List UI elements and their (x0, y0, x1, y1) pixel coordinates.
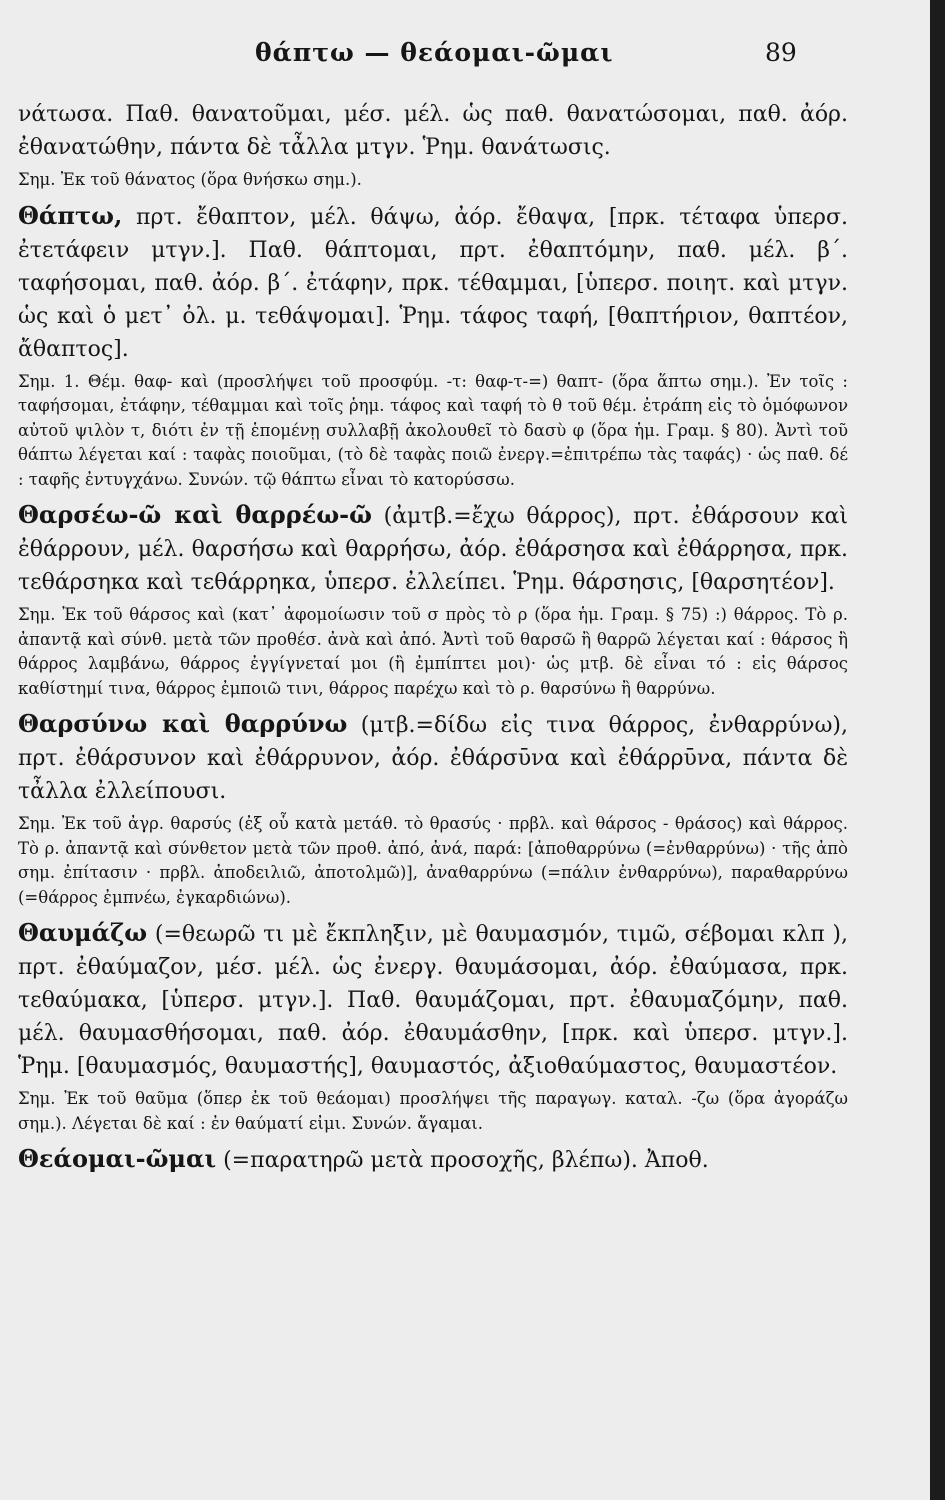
entry-headword: Θαρσύνω καὶ θαρρύνω (18, 709, 348, 738)
entry-headword: Θαρσέω-ῶ καὶ θαρρέω-ῶ (18, 500, 372, 529)
entry-note: Σημ. Ἐκ τοῦ θάνατος (ὅρα θνήσκω σημ.). (18, 170, 362, 189)
page-header (0, 38, 930, 78)
entry-text: (ἀμτβ.=ἔχω θάρρος), πρτ. ἐθάρσουν καὶ ἐθάρρουν, μέλ. θαρσήσω καὶ θαρρήσω, ἀόρ. ἐθάρσησα καὶ ἐθάρρησα, πρκ. τεθάρσηκα καὶ τεθάρρηκα, ὑπερσ. ἐλλείπει. Ῥημ. θάρσησις, [θαρσητέον]. (18, 504, 848, 595)
entry-note: Σημ. Ἐκ τοῦ θάρσος καὶ (κατ᾽ ἀφομοίωσιν τοῦ σ πρὸς τὸ ρ (ὅρα ἡμ. Γραμ. § 75) :) θάρρος. Τὸ ρ. ἀπαντᾷ καὶ σύνθ. μετὰ τῶν προθέσ. ἀνὰ καὶ ἀπό. Ἀντὶ τοῦ θαρσῶ ἢ θαρρῶ λέγεται καί : θάρσος ἢ θάρρος λαμβάνω, θάρρος ἐγγίγνεταί μοι (ἢ ἐμπίπτει μοι)· ὡς μτβ. δὲ εἶναι τό : εἰς θάρσος καθίστημί τινα, θάρρος ἐμποιῶ τινι, θάρρος παρέχω καὶ τὸ ρ. θαρσύνω ἢ θαρρύνω. (18, 605, 848, 698)
entry-thanatoo-continued (18, 98, 848, 193)
entry-body (18, 98, 848, 164)
entry-text: πρτ. ἔθαπτον, μέλ. θάψω, ἀόρ. ἔθαψα, [πρκ. τέταφα ὑπερσ. ἐτετάφειν μτγν.]. Παθ. θάπτομαι, πρτ. ἐθαπτόμην, παθ. μέλ. β΄. ταφήσομαι, παθ. ἀόρ. β΄. ἐτάφην, πρκ. τέθαμμαι, [ὑπερσ. ποιητ. καὶ μτγν. ὡς καὶ ὁ μετ᾽ ὀλ. μ. τεθάψομαι]. Ῥημ. τάφος ταφή, [θαπτήριον, θαπτέον, ἄθαπτος]. (18, 204, 848, 362)
entry-thaumazo (18, 916, 848, 1136)
entry-text: (=θεωρῶ τι μὲ ἔκπληξιν, μὲ θαυμασμόν, τιμῶ, σέβομαι κλπ ), πρτ. ἐθαύμαζον, μέσ. μέλ. ὡς ἐνεργ. θαυμάσομαι, ἀόρ. ἐθαύμασα, πρκ. τεθαύμακα, [ὑπερσ. μτγν.]. Παθ. θαυμάζομαι, πρτ. ἐθαυμαζόμην, παθ. μέλ. θαυμασθήσομαι, παθ. ἀόρ. ἐθαυμάσθην, [πρκ. καὶ ὑπερσ. μτγν.]. Ῥημ. [θαυμασμός, θαυμαστής], θαυμαστός, ἀξιοθαύμαστος, θαυμαστέον. (18, 922, 848, 1079)
entry-note: Σημ. Ἐκ τοῦ ἀγρ. θαρσύς (ἐξ οὗ κατὰ μετάθ. τὸ θρασύς · πρβλ. καὶ θάρσος - θράσος) καὶ θάρρος. Τὸ ρ. ἀπαντᾷ καὶ σύνθετον μετὰ τῶν προθ. ἀπό, ἀνά, παρά: [ἀποθαρρύνω (=ἐνθαρρύνω) · τῆς ἀπὸ σημ. ἐπίτασιν · πρβλ. ἀποδειλιῶ, ἀποτολμῶ)], ἀναθαρρύνω (=πάλιν ἐνθαρρύνω), παραθαρρύνω (=θάρρος ἐμπνέω, ἐγκαρδιώνω). (18, 814, 848, 907)
page-edge-shadow (930, 0, 945, 1500)
entry-headword: Θαυμάζω (18, 918, 148, 947)
dictionary-content (18, 98, 848, 1183)
entry-body (18, 199, 848, 366)
page-number: 89 (765, 38, 797, 67)
entry-body (18, 498, 848, 599)
entry-text: (=παρατηρῶ μετὰ προσοχῆς, βλέπω). Ἀποθ. (223, 1148, 709, 1173)
entry-text: νάτωσα. Παθ. θανατοῦμαι, μέσ. μέλ. ὡς παθ. θανατώσομαι, παθ. ἀόρ. ἐθανατώθην, πάντα δὲ τἆλλα μτγν. Ῥημ. θανάτωσις. (18, 102, 848, 160)
entry-headword: Θάπτω, (18, 200, 123, 230)
entry-theaomai (18, 1142, 848, 1177)
entry-note: Σημ. Ἐκ τοῦ θαῦμα (ὅπερ ἐκ τοῦ θεάομαι) προσλήψει τῆς παραγωγ. καταλ. -ζω (ὅρα ἀγοράζω σημ.). Λέγεται δὲ καί : ἐν θαύματί εἰμι. Συνών. ἄγαμαι. (18, 1089, 848, 1133)
entry-body (18, 916, 848, 1083)
entry-body (18, 1142, 848, 1177)
entry-body (18, 707, 848, 808)
running-title: θάπτω — θεάομαι-ῶμαι (255, 38, 614, 67)
entry-text: (μτβ.=δίδω εἰς τινα θάρρος, ἐνθαρρύνω), πρτ. ἐθάρσυνον καὶ ἐθάρρυνον, ἀόρ. ἐθάρσῡνα καὶ ἐθάρρῡνα, πάντα δὲ τἆλλα ἐλλείπουσι. (18, 713, 848, 804)
entry-thapto (18, 199, 848, 493)
entry-note: Σημ. 1. Θέμ. θαφ- καὶ (προσλήψει τοῦ προσφύμ. -τ: θαφ-τ-=) θαπτ- (ὅρα ἅπτω σημ.). Ἐν τοῖς : ταφήσομαι, ἐτάφην, τέθαμμαι καὶ τοῖς ῥημ. τάφος καὶ ταφή τὸ θ τοῦ θέμ. ἐτράπη εἰς τὸ ὁμόφωνον αὐτοῦ ψιλὸν τ, διότι ἐν τῇ ἑπομένῃ συλλαβῇ ἀκολουθεῖ τὸ δασὺ φ (ὅρα ἡμ. Γραμ. § 80). Ἀντὶ τοῦ θάπτω λέγεται καί : ταφὰς ποιοῦμαι, (τὸ δὲ ταφὰς ποιῶ ἐνεργ.=ἐπιτρέπω τὰς ταφάς) · ὡς παθ. δέ : ταφῆς ἐντυγχάνω. Συνών. τῷ θάπτω εἶναι τὸ κατορύσσω. (18, 371, 848, 489)
entry-tharseo (18, 498, 848, 701)
entry-headword: Θεάομαι-ῶμαι (18, 1144, 217, 1173)
entry-tharsyno (18, 707, 848, 910)
